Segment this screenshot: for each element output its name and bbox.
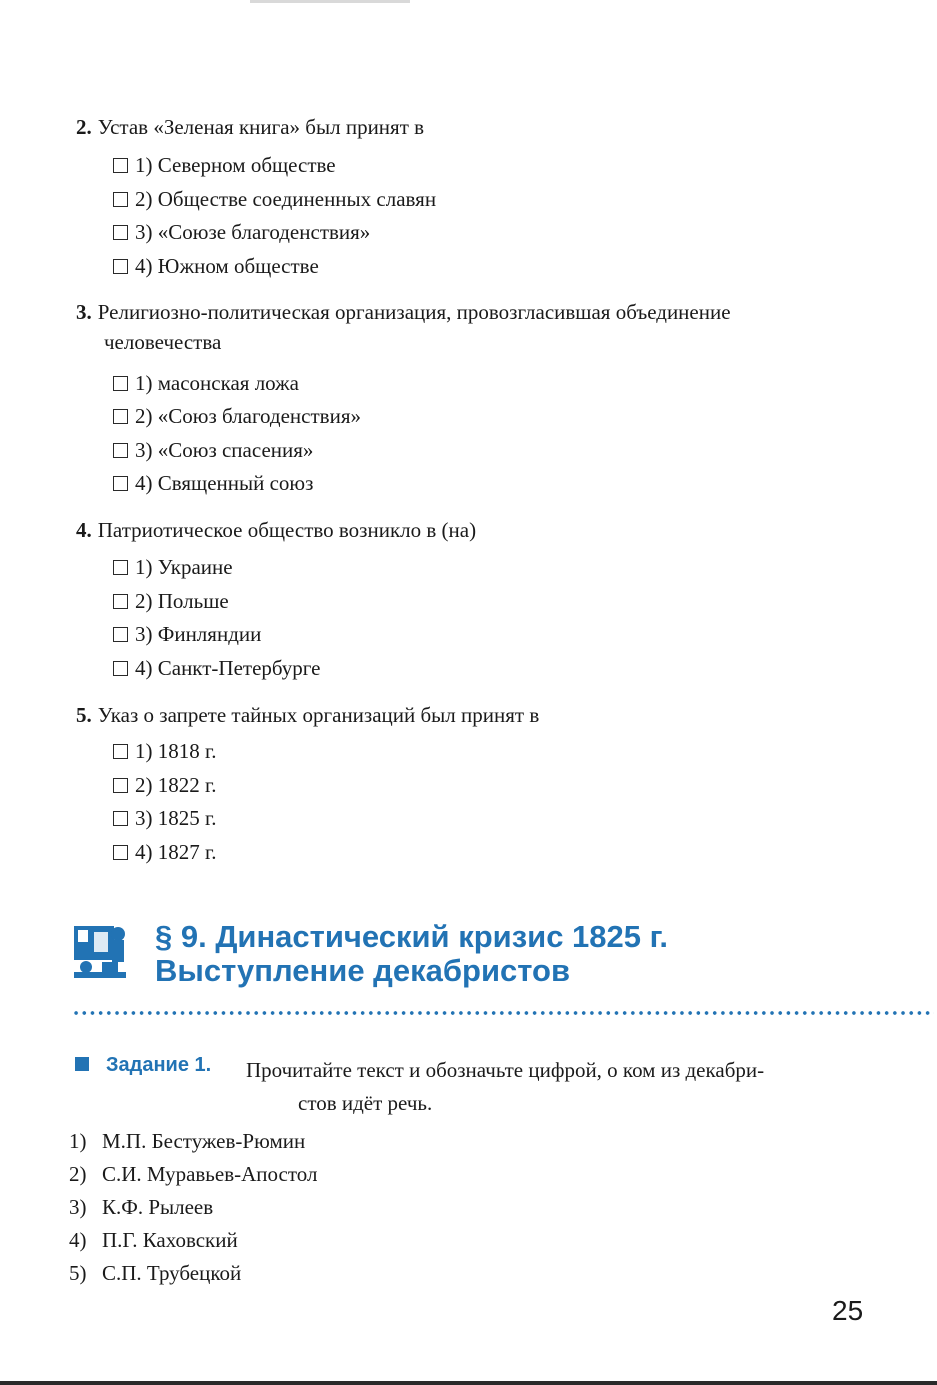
list-item bbox=[69, 1160, 317, 1188]
option-q5-2[interactable] bbox=[113, 771, 217, 799]
option-q3-2[interactable] bbox=[113, 402, 361, 430]
question-number: 3. bbox=[76, 300, 92, 324]
checkbox[interactable] bbox=[113, 661, 128, 676]
checkbox[interactable] bbox=[113, 259, 128, 274]
list-name: М.П. Бестужев-Рюмин bbox=[102, 1129, 306, 1153]
list-item bbox=[69, 1127, 305, 1155]
option-label: 1) Северном обществе bbox=[135, 153, 336, 177]
list-number: 5) bbox=[69, 1261, 87, 1285]
option-q3-1[interactable] bbox=[113, 369, 299, 397]
list-name: К.Ф. Рылеев bbox=[102, 1195, 214, 1219]
option-q4-3[interactable] bbox=[113, 620, 261, 648]
option-label: 4) Санкт-Петербурге bbox=[135, 656, 321, 680]
option-label: 3) «Союз спасения» bbox=[135, 438, 314, 462]
question-text: Указ о запрете тайных организаций был принят в bbox=[97, 703, 540, 727]
checkbox[interactable] bbox=[113, 158, 128, 173]
checkbox[interactable] bbox=[113, 225, 128, 240]
task-text-line2: стов идёт речь. bbox=[298, 1091, 433, 1115]
checkbox[interactable] bbox=[113, 443, 128, 458]
dotted-divider bbox=[72, 1010, 934, 1016]
option-label: 1) масонская ложа bbox=[135, 371, 299, 395]
option-q2-2[interactable] bbox=[113, 185, 436, 213]
question-number: 2. bbox=[76, 115, 92, 139]
option-label: 2) «Союз благоденствия» bbox=[135, 404, 361, 428]
question-4 bbox=[76, 515, 877, 545]
option-label: 1) Украине bbox=[135, 555, 233, 579]
question-text-cont: человечества bbox=[104, 330, 222, 354]
option-label: 4) Священный союз bbox=[135, 471, 314, 495]
task-text-line1: Прочитайте текст и обозначьте цифрой, о ком из декабри- bbox=[246, 1058, 765, 1082]
option-label: 3) «Союзе благоденствия» bbox=[135, 220, 371, 244]
option-q5-3[interactable] bbox=[113, 804, 217, 832]
option-q3-3[interactable] bbox=[113, 436, 313, 464]
checkbox[interactable] bbox=[113, 560, 128, 575]
option-q2-4[interactable] bbox=[113, 252, 319, 280]
option-label: 3) 1825 г. bbox=[135, 806, 217, 830]
checkbox[interactable] bbox=[113, 409, 128, 424]
list-number: 1) bbox=[69, 1129, 87, 1153]
option-q2-1[interactable] bbox=[113, 151, 336, 179]
checkbox[interactable] bbox=[113, 744, 128, 759]
checkbox[interactable] bbox=[113, 778, 128, 793]
option-q4-1[interactable] bbox=[113, 553, 233, 581]
option-q4-4[interactable] bbox=[113, 654, 320, 682]
option-label: 4) Южном обществе bbox=[135, 254, 319, 278]
list-number: 3) bbox=[69, 1195, 87, 1219]
question-number: 4. bbox=[76, 518, 92, 542]
checkbox[interactable] bbox=[113, 811, 128, 826]
checkbox[interactable] bbox=[113, 627, 128, 642]
option-label: 1) 1818 г. bbox=[135, 739, 217, 763]
question-5 bbox=[76, 700, 877, 730]
option-label: 2) Обществе соединенных славян bbox=[135, 187, 437, 211]
option-q3-4[interactable] bbox=[113, 469, 313, 497]
question-2 bbox=[76, 112, 877, 142]
option-q5-4[interactable] bbox=[113, 838, 217, 866]
decembrists-icon bbox=[72, 922, 128, 980]
checkbox[interactable] bbox=[113, 594, 128, 609]
list-number: 2) bbox=[69, 1162, 87, 1186]
option-label: 2) 1822 г. bbox=[135, 773, 217, 797]
page-number: 25 bbox=[832, 1295, 864, 1326]
list-name: П.Г. Каховский bbox=[102, 1228, 238, 1252]
section-title-line1: § 9. Династический кризис 1825 г. bbox=[155, 919, 669, 954]
option-q4-2[interactable] bbox=[113, 587, 229, 615]
list-name: С.И. Муравьев-Апостол bbox=[102, 1162, 318, 1186]
option-label: 2) Польше bbox=[135, 589, 229, 613]
list-name: С.П. Трубецкой bbox=[102, 1261, 242, 1285]
option-q2-3[interactable] bbox=[113, 218, 370, 246]
task-bullet-icon bbox=[75, 1057, 89, 1071]
list-item bbox=[69, 1193, 213, 1221]
option-label: 3) Финляндии bbox=[135, 622, 262, 646]
question-text: Религиозно-политическая организация, провозгласившая объединение bbox=[97, 300, 731, 324]
section-title bbox=[155, 920, 668, 988]
scan-artifact bbox=[250, 0, 410, 3]
question-number: 5. bbox=[76, 703, 92, 727]
question-text: Устав «Зеленая книга» был принят в bbox=[97, 115, 425, 139]
checkbox[interactable] bbox=[113, 845, 128, 860]
question-text: Патриотическое общество возникло в (на) bbox=[97, 518, 477, 542]
list-number: 4) bbox=[69, 1228, 87, 1252]
option-label: 4) 1827 г. bbox=[135, 840, 217, 864]
bottom-edge bbox=[0, 1381, 937, 1385]
task-label: Задание 1. bbox=[106, 1054, 212, 1076]
list-item bbox=[69, 1259, 241, 1287]
checkbox[interactable] bbox=[113, 192, 128, 207]
checkbox[interactable] bbox=[113, 376, 128, 391]
list-item bbox=[69, 1226, 238, 1254]
checkbox[interactable] bbox=[113, 476, 128, 491]
question-3 bbox=[76, 297, 877, 357]
section-title-line2: Выступление декабристов bbox=[155, 953, 571, 988]
task-instructions bbox=[246, 1054, 876, 1120]
option-q5-1[interactable] bbox=[113, 737, 217, 765]
